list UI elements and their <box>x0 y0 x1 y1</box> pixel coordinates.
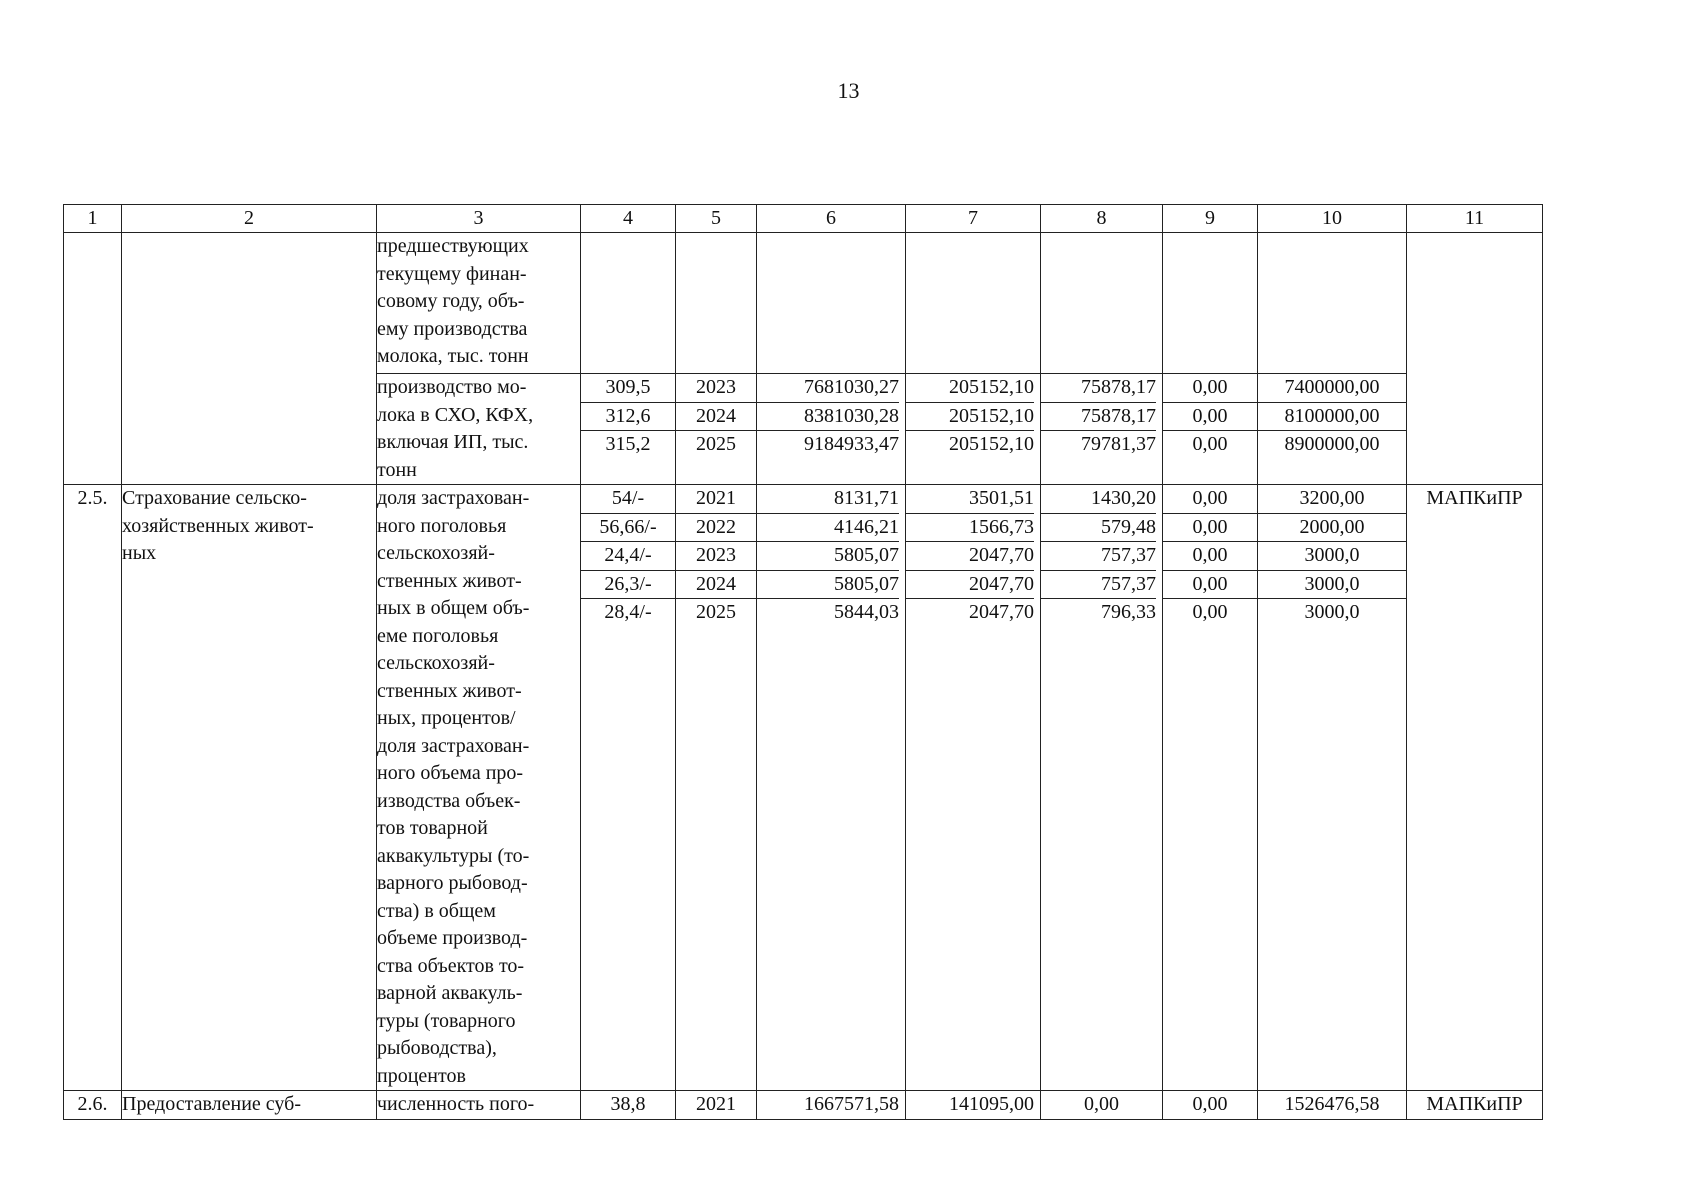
executor-cell-empty <box>1407 233 1543 485</box>
item-code: 2.5. <box>64 485 122 1091</box>
indicator-line: тонн <box>377 458 417 481</box>
header-cell: 6 <box>757 205 906 233</box>
table-row-item-2-5 <box>64 485 1543 1091</box>
item-code: 2.6. <box>64 1091 122 1120</box>
indicator-line: включая ИП, тыс. <box>377 431 529 453</box>
executor-cell: МАПКиПР <box>1407 485 1543 1091</box>
regional-cell: 75878,17 75878,17 79781,37 <box>1041 374 1163 485</box>
indicator-line: лока в СХО, КФХ, <box>377 403 534 426</box>
indicator-cell <box>377 374 581 485</box>
header-cell: 4 <box>581 205 676 233</box>
header-cell: 9 <box>1163 205 1258 233</box>
federal-cell: 141095,00 <box>906 1091 1041 1120</box>
federal-cell: 3501,51 1566,73 2047,70 2047,70 2047,70 <box>906 485 1041 1091</box>
extrabudget-cell: 7400000,00 8100000,00 8900000,00 <box>1258 374 1407 485</box>
item-name: Предоставление суб- <box>122 1091 377 1120</box>
table-row-continuation <box>64 233 1543 374</box>
item-name-line: Страхование сельско- <box>122 487 307 509</box>
indicator-cell <box>377 233 581 374</box>
year-cell: 2021 <box>676 1091 757 1120</box>
header-cell: 3 <box>377 205 581 233</box>
indicator-line: ему производства <box>377 317 528 340</box>
indicator-line: молока, тыс. тонн <box>377 345 529 367</box>
item-name-line: хозяйственных живот- <box>122 514 314 537</box>
header-cell: 1 <box>64 205 122 233</box>
item-name-line: ных <box>122 542 157 564</box>
indicator-line: предшествующих <box>377 235 529 257</box>
year-cell: 2023 2024 2025 <box>676 374 757 485</box>
table-row-item-2-6 <box>64 1091 1543 1120</box>
total-cell: 7681030,27 8381030,28 9184933,47 <box>757 374 906 485</box>
local-cell: 0,00 0,00 0,00 0,00 0,00 <box>1163 485 1258 1091</box>
header-row <box>64 205 1543 233</box>
local-cell: 0,00 0,00 0,00 <box>1163 374 1258 485</box>
program-table <box>63 204 1543 1120</box>
header-cell: 11 <box>1407 205 1543 233</box>
header-cell: 7 <box>906 205 1041 233</box>
indicator-cell: численность пого- <box>377 1091 581 1120</box>
target-value-cell: 38,8 <box>581 1091 676 1120</box>
indicator-line: совому году, объ- <box>377 290 525 312</box>
executor-cell: МАПКиПР <box>1407 1091 1543 1120</box>
extrabudget-cell: 3200,00 2000,00 3000,0 3000,0 3000,0 <box>1258 485 1407 1091</box>
header-cell: 5 <box>676 205 757 233</box>
header-cell: 10 <box>1258 205 1407 233</box>
name-cell-empty <box>122 233 377 485</box>
regional-cell: 0,00 <box>1041 1091 1163 1120</box>
header-cell: 2 <box>122 205 377 233</box>
page-number: 13 <box>837 78 860 103</box>
regional-cell: 1430,20 579,48 757,37 757,37 796,33 <box>1041 485 1163 1091</box>
local-cell: 0,00 <box>1163 1091 1258 1120</box>
target-value-cell: 309,5 312,6 315,2 <box>581 374 676 485</box>
indicator-cell: доля застрахован- ного поголовья сельскохозяй- ственных живот- ных в общем объ- еме поголовья сельскохозяй- ственных живот- ных, процентов/ доля застрахован- ного объема про- изводства объек- тов товарной аквакультуры (то- варного рыбовод- ства) в общем объеме производ- ства объектов то- варной аквакуль- туры (товарного рыбоводства), процентов <box>377 485 581 1091</box>
item-name <box>122 485 377 1091</box>
code-cell-empty <box>64 233 122 485</box>
header-cell: 8 <box>1041 205 1163 233</box>
total-cell: 8131,71 4146,21 5805,07 5805,07 5844,03 <box>757 485 906 1091</box>
indicator-line: производство мо- <box>377 376 527 398</box>
federal-cell: 205152,10 205152,10 205152,10 <box>906 374 1041 485</box>
total-cell: 1667571,58 <box>757 1091 906 1120</box>
target-value-cell: 54/- 56,66/- 24,4/- 26,3/- 28,4/- <box>581 485 676 1091</box>
indicator-line: текущему финан- <box>377 262 527 285</box>
extrabudget-cell: 1526476,58 <box>1258 1091 1407 1120</box>
year-cell: 2021 2022 2023 2024 2025 <box>676 485 757 1091</box>
